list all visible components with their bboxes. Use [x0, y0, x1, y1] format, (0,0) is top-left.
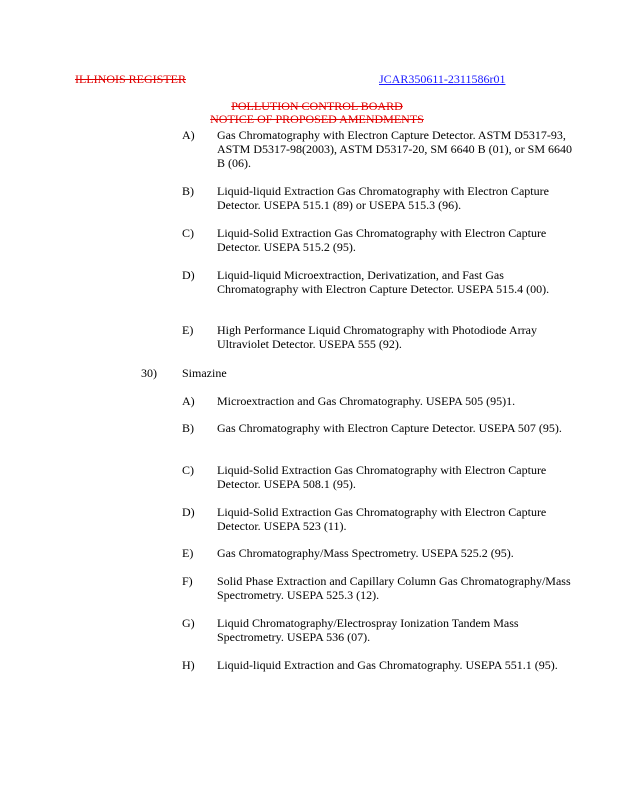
item-text: Solid Phase Extraction and Capillary Column Gas Chromatography/Mass Spectrometry. USEPA 525.3 (12).: [217, 574, 571, 602]
item-label: B): [182, 184, 194, 198]
item-text: Gas Chromatography/Mass Spectrometry. USEPA 525.2 (95).: [217, 546, 514, 560]
item-text: High Performance Liquid Chromatography with Photodiode Array Ultraviolet Detector. USEPA 555 (92).: [217, 323, 537, 351]
item-label: C): [182, 226, 194, 240]
register-title: ILLINOIS REGISTER: [75, 72, 186, 86]
item-label: C): [182, 463, 194, 477]
item-label: A): [182, 128, 195, 142]
item-label: B): [182, 421, 194, 435]
item-text: Liquid-liquid Extraction Gas Chromatography with Electron Capture Detector. USEPA 515.1 (89) or USEPA 515.3 (96).: [217, 184, 549, 212]
item-text: Liquid Chromatography/Electrospray Ionization Tandem Mass Spectrometry. USEPA 536 (07).: [217, 616, 519, 644]
item-text: Gas Chromatography with Electron Capture Detector. ASTM D5317-93, ASTM D5317-98(2003), ASTM D5317-20, SM 6640 B (01), or SM 6640 B (06).: [217, 128, 573, 170]
item-text: Liquid-Solid Extraction Gas Chromatography with Electron Capture Detector. USEPA 515.2 (95).: [217, 226, 547, 254]
item-text: Gas Chromatography with Electron Capture Detector. USEPA 507 (95).: [217, 421, 562, 435]
item-text: Liquid-liquid Extraction and Gas Chromatography. USEPA 551.1 (95).: [217, 658, 558, 672]
document-code-link[interactable]: JCAR350611-2311586r01: [379, 72, 506, 86]
item-label: E): [182, 323, 194, 337]
item-label: D): [182, 505, 195, 519]
item-label: F): [182, 574, 193, 588]
item-label: E): [182, 546, 194, 560]
section-name: Simazine: [182, 366, 227, 380]
item-label: G): [182, 616, 195, 630]
item-text: Microextraction and Gas Chromatography. USEPA 505 (95)1.: [217, 394, 516, 408]
notice-title: NOTICE OF PROPOSED AMENDMENTS: [210, 112, 424, 126]
item-label: D): [182, 268, 195, 282]
item-text: Liquid-liquid Microextraction, Derivatization, and Fast Gas Chromatography with Electron Capture Detector. USEPA 515.4 (00).: [217, 268, 550, 296]
item-text: Liquid-Solid Extraction Gas Chromatography with Electron Capture Detector. USEPA 523 (11).: [217, 505, 547, 533]
item-text: Liquid-Solid Extraction Gas Chromatography with Electron Capture Detector. USEPA 508.1 (95).: [217, 463, 547, 491]
item-label: A): [182, 394, 195, 408]
section-number: 30): [141, 366, 157, 380]
item-label: H): [182, 658, 195, 672]
board-title: POLLUTION CONTROL BOARD: [231, 99, 403, 113]
